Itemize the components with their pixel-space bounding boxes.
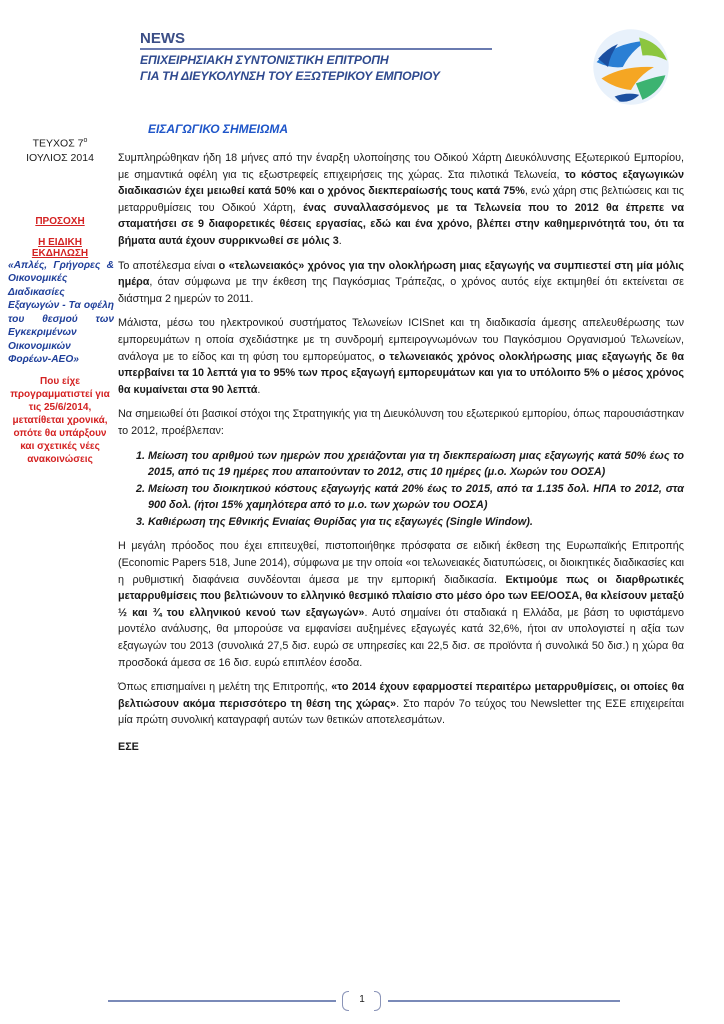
news-label: NEWS <box>140 30 185 47</box>
issue-label: ΤΕΥΧΟΣ 7 <box>32 137 84 150</box>
footer-line-right <box>388 1000 620 1002</box>
p2-text-a: Το αποτέλεσμα είναι <box>118 259 219 272</box>
special-event-title: «Απλές, Γρήγορες & Οικονομικές Διαδικασίες Εξαγωγών - Τα οφέλη του θεσμού των Εγκεκριμένων Οικονομικών Φορέων-ΑΕΟ» <box>8 259 114 365</box>
p6-text-c: . Στο παρόν 7ο τεύχος του Newsletter της ΕΣΕ επιχειρείται μία πρώτη συνολική καταγραφή αυτών των θετικών αποτελεσμάτων. <box>118 697 684 727</box>
p1-text-e: . <box>338 234 342 247</box>
list-item: 1. Μείωση του αριθμού των ημερών που χρειάζονται για τη διεκπεραίωση μιας εξαγωγής κατά 50% έως το 2015, από τις 19 ημέρες που απαιτούνταν το 2012, στις 10 ημέρες (μ.ο. Χωρών του ΟΟΣΑ) <box>148 448 684 481</box>
paragraph-3 <box>118 315 684 398</box>
list-item: 2. Μείωση του διοικητικού κόστους εξαγωγής κατά 20% έως το 2015, από τα 1.135 δολ. ΗΠΑ το 2012, στα 900 δολ. (ήτοι 15% χαμηλότερα από το μ.ο. των χωρών του ΟΟΣΑ) <box>148 481 684 514</box>
paragraph-5 <box>118 538 684 671</box>
committee-name-line2: ΓΙΑ ΤΗ ΔΙΕΥΚΟΛΥΝΣΗ ΤΟΥ ΕΞΩΤΕΡΙΚΟΥ ΕΜΠΟΡΙΟΥ <box>140 69 440 83</box>
article-body <box>118 150 684 756</box>
issue-sup: ο <box>83 137 88 144</box>
p3-text-a: Μάλιστα, μέσω του ηλεκτρονικού συστήματος Τελωνείων ICISnet και τη διαδικασία άμεσης απελευθέρωσης των εμπορευμάτων η οποία σχεδιάστηκε με τη συνδρομή εμπειρογνωμόνων του Παγκόσμιου Οργανισμού Τελωνείων, ανάλογα με το είδος και τη φύση του εμπορεύματος, <box>118 317 684 363</box>
paragraph-4: Να σημειωθεί ότι βασικοί στόχοι της Στρατηγικής για τη Διευκόλυνση του εξωτερικού εμπορίου, όπως παρουσιάστηκαν το 2012, προέβλεπαν: <box>118 408 684 437</box>
paragraph-2 <box>118 258 684 308</box>
special-event-line1: Η ΕΙΔΙΚΗ <box>38 236 82 248</box>
p1-text-a: Συμπληρώθηκαν ήδη 18 μήνες από την έναρξη υλοποίησης του Οδικού Χάρτη Διευκόλυνσης Εξωτερικού Εμπορίου, με σημαντικά οφέλη για τις εξωστρεφείς επιχειρήσεις της χώρας. Στα πιλοτικά Τελωνεία, <box>118 152 684 181</box>
globe-logo-icon <box>590 26 672 108</box>
list-item: 3. Καθιέρωση της Εθνικής Ενιαίας Θυρίδας για τις εξαγωγές (Single Window). <box>148 514 684 531</box>
p5-text-c: . Αυτό σημαίνει ότι σταδιακά η Ελλάδα, με βάση το υφιστάμενο μοντέλο ανάλυσης, θα μπορούσε να εμφανίσει αυξημένες εξαγωγές κατά 32,6%, ήτοι αν υπολογιστεί η αξία των εξαγωγών του 2013 (συνολικά 27,5 δισ. ευρώ σε υπηρεσίες και 22,5 δισ. σε προϊόντα ή συνολικά 50 δισ.) η χώρα θα προσδοκά άμεσα σε 16 δισ. ευρώ επιπλέον έσοδα. <box>118 606 684 669</box>
special-event-label <box>8 237 112 259</box>
issue-date: ΙΟΥΛΙΟΣ 2014 <box>26 151 94 164</box>
intro-title: ΕΙΣΑΓΩΓΙΚΟ ΣΗΜΕΙΩΜΑ <box>148 122 289 136</box>
p3-text-c: . <box>257 383 261 396</box>
committee-name-line1: ΕΠΙΧΕΙΡΗΣΙΑΚΗ ΣΥΝΤΟΝΙΣΤΙΚΗ ΕΠΙΤΡΟΠΗ <box>140 53 389 67</box>
p6-text-a: Όπως επισημαίνει η μελέτη της Επιτροπής, <box>118 681 332 694</box>
page-number: 1 <box>359 994 365 1005</box>
p1-bold-b: το κόστος εξαγωγικών διαδικασιών έχει μειωθεί κατά 50% και ο χρόνος διεκπεραίωσής τους κατά 75% <box>118 168 684 198</box>
p5-text-a: Η μεγάλη πρόοδος που έχει επιτευχθεί, πιστοποιήθηκε πρόσφατα σε ειδική έκθεση της Ευρωπαϊκής Επιτροπής (Economic Papers 518, June 2014), σύμφωνα με την οποία «οι τελωνειακές διατυπώσεις, οι διοικητικές διαδικασίες και η ρυθμιστική διαφάνεια συνδέονται άμεσα με την εμπορική διαδικασία. <box>118 540 684 586</box>
attention-label: ΠΡΟΣΟΧΗ <box>35 215 85 227</box>
special-event-line2: ΕΚΔΗΛΩΣΗ <box>31 247 89 259</box>
page-footer <box>108 992 620 1008</box>
bracket-right-icon <box>374 991 381 1011</box>
newsletter-header <box>140 30 520 84</box>
paragraph-1 <box>118 150 684 250</box>
p6-bold-b: «το 2014 έχουν εφαρμοστεί περαιτέρω μεταρρυθμίσεις, οι οποίες θα βελτιώσουν ακόμα περισσότερο τη θέση της χώρας» <box>118 681 684 710</box>
p1-bold-d: ένας συναλλασσόμενος με τα Τελωνεία που το 2012 θα έπρεπε να σταματήσει σε 9 διαφορετικές θέσεις εργασίας, εδώ και ένα χρόνο, βλέπει στην καθημερινότητά του, ότι τα βήματα αυτά έχουν συρρικνωθεί σε μόλις 3 <box>118 201 684 247</box>
postponement-note: Που είχε προγραμματιστεί για τις 25/6/2014, μετατίθεται χρονικά, οπότε θα υπάρξουν και σχετικές νέες ανακοινώσεις <box>10 375 110 465</box>
p5-bold-b: Εκτιμούμε πως οι διαρθρωτικές μεταρρυθμίσεις που βελτιώνουν το ελληνικό θεσμικό πλαίσιο στο μέσο όρο των ΕΕ/ΟΟΣΑ, θα κλείσουν μεταξύ ½ και ¾ του ελληνικού κενού των εξαγωγών» <box>118 573 684 619</box>
goals-list <box>118 448 684 531</box>
signature: ΕΣΕ <box>118 741 139 753</box>
footer-line-left <box>108 1000 336 1002</box>
p2-text-c: , όταν σύμφωνα με την έκθεση της Παγκόσμιας Τράπεζας, ο χρόνος αυτός είχε εκτιμηθεί ότι εκτείνεται σε διάστημα 2 ημερών το 2011. <box>118 276 684 305</box>
p2-bold-b: ο «τελωνειακός» χρόνος για την ολοκλήρωση μιας εξαγωγής να συμπιεστεί στη μία μόλις ημέρα <box>118 259 684 289</box>
paragraph-6 <box>118 679 684 729</box>
p1-text-c: , ενώ χάρη στις βελτιώσεις και τις μεταρρυθμίσεις του Οδικού Χάρτη, <box>118 185 684 214</box>
sidebar <box>0 134 116 466</box>
p3-bold-b: ο τελωνειακός χρόνος ολοκλήρωσης μιας εξαγωγής δε θα υπερβαίνει τα 10 λεπτά για το 95% των προς εξαγωγή εμπορευμάτων και για το υπόλοιπο 5% ο μέσος χρόνος θα κυμαίνεται στα 90 λεπτά <box>118 350 684 396</box>
header-underline <box>140 48 492 50</box>
issue-number <box>8 134 112 151</box>
